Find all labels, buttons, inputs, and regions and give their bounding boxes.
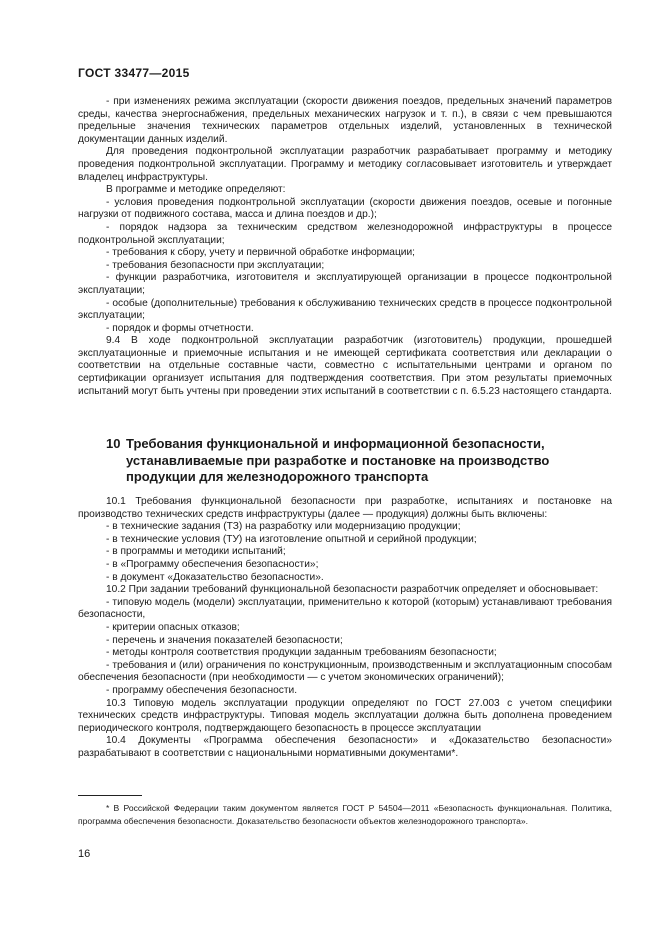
list-item: - требования к сбору, учету и первичной обработке информации; xyxy=(106,247,416,259)
list-item: - в документ «Доказательство безопасности». xyxy=(106,571,324,583)
page-number: 16 xyxy=(78,848,91,860)
paragraph-10-4: 10.4 Документы «Программа обеспечения безопасности» и «Доказательство безопасности» разрабатывают в соответствии с национальными нормативными документами*. xyxy=(78,735,612,759)
list-item: - порядок надзора за техническим средством железнодорожной инфраструктуры в процессе подконтрольной эксплуатации; xyxy=(78,221,612,246)
list-item: - программу обеспечения безопасности. xyxy=(106,684,298,696)
section-number: 10 xyxy=(106,436,121,451)
paragraph: Для проведения подконтрольной эксплуатации разработчик разрабатывает программу и методику проведения подконтрольной эксплуатации. Программу и методику согласовывает изготовитель и утверждает владелец инфраструктуры. xyxy=(78,146,612,183)
text-block-controlled-operation xyxy=(78,96,612,398)
paragraph-9-4: 9.4 В ходе подконтрольной эксплуатации разработчик (изготовитель) продукции, прошедшей эксплуатационные и приемочные испытания и не имеющей сертификата соответствия или декларации о соответствии на отдельные составные части, совместно с испытательными центрами и органом по сертификации организует испытания для подтверждения соответствия. При этом результаты приемочных испытаний могут быть учтены при проведении этих испытаний в соответствии с п. 6.5.23 настоящего стандарта. xyxy=(78,335,612,397)
list-item: - условия проведения подконтрольной эксплуатации (скорости движения поездов, осевые и погонные нагрузки от подвижного состава, масса и длина поездов и др.); xyxy=(78,196,612,221)
paragraph: - при изменениях режима эксплуатации (скорости движения поездов, предельных значений параметров среды, качества энергоснабжения, предельных механических нагрузок и т. п.), в связи с чем превышаются предельные значения технических параметров отдельных изделий, установленных в технической документации данных изделий. xyxy=(78,96,612,145)
list-item: - типовую модель (модели) эксплуатации, применительно к которой (которым) устанавливают требования безопасности, xyxy=(78,596,612,621)
footnote-text: * В Российской Федерации таким документом является ГОСТ Р 54504—2011 «Безопасность функциональная. Политика, программа обеспечения безопасности. Доказательство безопасности объектов железнодорожного транспорта». xyxy=(78,803,612,826)
list-item: - в программы и методики испытаний; xyxy=(106,546,286,558)
list-item: - требования безопасности при эксплуатации; xyxy=(106,259,325,271)
footnote-divider xyxy=(78,795,142,796)
text-block-section-10 xyxy=(78,496,612,760)
section-heading xyxy=(78,436,612,486)
list-item: - перечень и значения показателей безопасности; xyxy=(106,634,343,646)
list-item: - в технические условия (ТУ) на изготовление опытной и серийной продукции; xyxy=(106,533,477,545)
paragraph-10-3: 10.3 Типовую модель эксплуатации продукции определяют по ГОСТ 27.003 с учетом специфики технических средств инфраструктуры. Типовая модель эксплуатации должна быть дополнена проведением периодического контроля, подтверждающего безопасность в процессе эксплуатации xyxy=(78,697,612,734)
list-item: - в технические задания (ТЗ) на разработку или модернизацию продукции; xyxy=(106,521,461,533)
section-title: Требования функциональной и информационной безопасности, устанавливаемые при разработке и постановке на производство продукции для железнодорожного транспорта xyxy=(126,436,550,484)
footnote xyxy=(78,802,612,827)
list-item: - порядок и формы отчетности. xyxy=(106,322,254,334)
list-item: - требования и (или) ограничения по конструкционным, производственным и эксплуатационным способам обеспечения безопасности (при необходимости — с учетом экономических ограничений); xyxy=(78,659,612,684)
list-item: - особые (дополнительные) требования к обслуживанию технических средств в процессе подконтрольной эксплуатации; xyxy=(78,297,612,322)
list-item: - методы контроля соответствия продукции заданным требованиям безопасности; xyxy=(106,647,497,659)
list-item: - в «Программу обеспечения безопасности»; xyxy=(106,558,319,570)
list-item: - функции разработчика, изготовителя и эксплуатирующей организации в процессе подконтрольной эксплуатации; xyxy=(78,272,612,296)
paragraph-10-1: 10.1 Требования функциональной безопасности при разработке, испытаниях и постановке на производство технических средств инфраструктуры (далее — продукция) должны быть включены: xyxy=(78,496,612,520)
document-header: ГОСТ 33477—2015 xyxy=(78,66,190,80)
paragraph-10-2: 10.2 При задании требований функциональной безопасности разработчик определяет и обосновывает: xyxy=(106,584,599,596)
paragraph: В программе и методике определяют: xyxy=(106,184,286,196)
list-item: - критерии опасных отказов; xyxy=(106,621,240,633)
